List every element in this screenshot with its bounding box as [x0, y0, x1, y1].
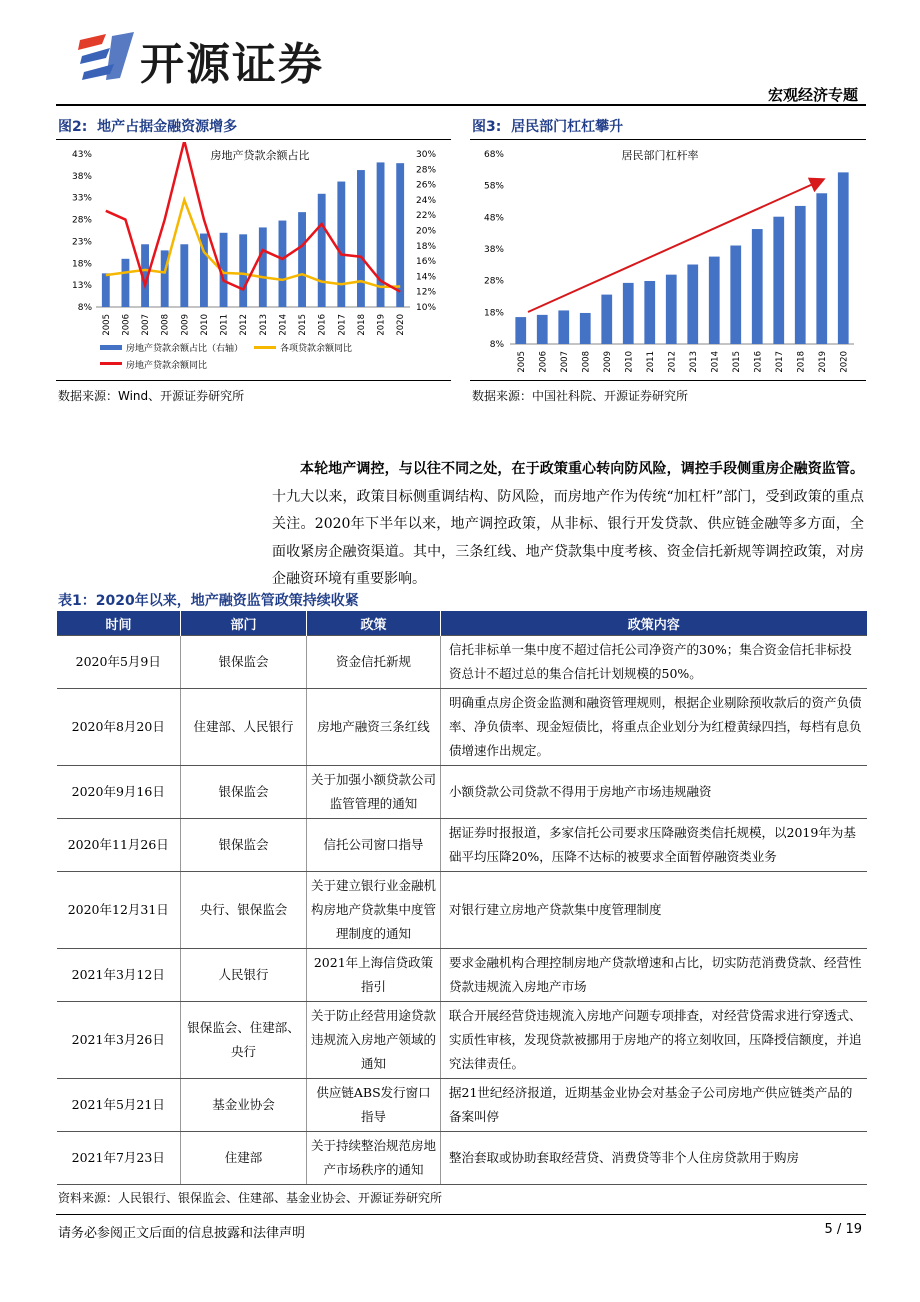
cell-content: 信托非标单一集中度不超过信托公司净资产的30%；集合资金信托非标投资总计不超过总的集合信托计划规模的50%。	[441, 636, 867, 689]
chart1-bar	[279, 221, 287, 307]
left-axis-tick: 43%	[71, 150, 92, 160]
figure-3-source: 数据来源：中国社科院、开源证券研究所	[472, 389, 689, 403]
chart2-title: 居民部门杠杆率	[621, 149, 699, 162]
cell-time: 2021年3月12日	[57, 949, 181, 1002]
table-caption: 表1：2020年以来，地产融资监管政策持续收紧	[58, 593, 359, 609]
chart1-bar	[259, 227, 267, 307]
header-time: 时间	[57, 611, 181, 636]
cell-department: 基金业协会	[181, 1079, 307, 1132]
cell-time: 2020年11月26日	[57, 819, 181, 872]
chart2-y-tick: 8%	[489, 340, 504, 350]
chart2-x-tick: 2018	[796, 351, 807, 373]
cell-content: 据21世纪经济报道，近期基金业协会对基金子公司房地产供应链类产品的备案叫停	[441, 1079, 867, 1132]
cell-policy: 关于防止经营用途贷款违规流入房地产领域的通知	[307, 1002, 441, 1079]
chart2-bar	[515, 317, 526, 344]
cell-content: 小额贷款公司贷款不得用于房地产市场违规融资	[441, 766, 867, 819]
chart2-x-tick: 2009	[602, 351, 613, 373]
right-axis-tick: 14%	[416, 272, 437, 283]
left-axis-tick: 28%	[71, 215, 92, 226]
chart1-x-tick: 2012	[239, 314, 250, 336]
table-row	[57, 819, 867, 872]
cell-policy: 关于建立银行业金融机构房地产贷款集中度管理制度的通知	[307, 872, 441, 949]
left-axis-tick: 23%	[71, 237, 92, 248]
cell-content: 要求金融机构合理控制房地产贷款增速和占比，切实防范消费贷款、经营性贷款违规流入房地产市场	[441, 949, 867, 1002]
legend-yellow-label: 各项贷款余额同比	[280, 344, 353, 354]
chart1-bar	[298, 212, 306, 307]
cell-policy: 关于加强小额贷款公司监管管理的通知	[307, 766, 441, 819]
chart2-bar	[537, 315, 548, 344]
footer-disclaimer: 请务必参阅正文后面的信息披露和法律声明	[58, 1226, 306, 1241]
left-axis-tick: 8%	[77, 303, 92, 313]
chart2-x-tick: 2012	[667, 351, 678, 373]
chart2-x-tick: 2011	[645, 351, 656, 373]
header-department: 部门	[181, 611, 307, 636]
chart2-x-tick: 2005	[516, 351, 527, 373]
chart2-x-tick: 2006	[538, 351, 549, 373]
table-source: 资料来源：人民银行、银保监会、住建部、基金业协会、开源证券研究所	[58, 1191, 443, 1205]
chart2-y-tick: 58%	[483, 181, 504, 192]
household-leverage-chart	[470, 142, 866, 378]
cell-time: 2020年12月31日	[57, 872, 181, 949]
table-header-row	[57, 611, 867, 636]
cell-department: 银保监会	[181, 636, 307, 689]
cell-content: 联合开展经营贷违规流入房地产问题专项排查，对经营贷需求进行穿透式、实质性审核，发现贷款被挪用于房地产的将立刻收回，压降授信额度，并追究法律责任。	[441, 1002, 867, 1079]
left-axis-tick: 38%	[71, 171, 92, 182]
company-name: 开源证券	[140, 39, 324, 90]
cell-department: 央行、银保监会	[181, 872, 307, 949]
paragraph-body: 十九大以来，政策目标侧重调结构、防风险，而房地产作为传统“加杠杆”部门，受到政策的重点关注。2020年下半年以来，地产调控政策，从非标、银行开发贷款、供应链金融等多方面，全面收紧房企融资渠道。其中，三条红线、地产贷款集中度考核、资金信托新规等调控政策，对房企融资环境有重要影响。	[272, 488, 864, 587]
policy-table	[56, 611, 867, 1185]
cell-time: 2021年7月23日	[57, 1132, 181, 1185]
chart2-bar	[752, 229, 763, 344]
cell-department: 住建部、人民银行	[181, 689, 307, 766]
chart2-y-tick: 18%	[483, 308, 504, 319]
table-row	[57, 689, 867, 766]
footer-rule	[56, 1214, 866, 1215]
legend-bar-swatch	[100, 345, 122, 350]
cell-time: 2020年5月9日	[57, 636, 181, 689]
chart2-x-tick: 2020	[839, 351, 850, 373]
cell-content: 据证券时报报道，多家信托公司要求压降融资类信托规模，以2019年为基础平均压降20%，压降不达标的被要求全面暂停融资类业务	[441, 819, 867, 872]
chart1-x-tick: 2009	[180, 314, 191, 336]
chart2-bar	[709, 257, 720, 344]
cell-policy: 房地产融资三条红线	[307, 689, 441, 766]
chart1-bar	[180, 244, 188, 307]
chart1-x-tick: 2017	[337, 314, 348, 336]
right-axis-tick: 12%	[416, 287, 437, 298]
body-paragraph	[272, 456, 864, 594]
chart2-bar	[816, 193, 827, 344]
chart2-x-tick: 2008	[581, 351, 592, 373]
header-rule	[56, 104, 866, 106]
paragraph-lead: 本轮地产调控，与以往不同之处，在于政策重心转向防风险，调控手段侧重房企融资监管。	[300, 461, 864, 477]
chart1-title: 房地产贷款余额占比	[210, 149, 310, 162]
chart2-y-tick: 28%	[483, 276, 504, 287]
figure-2-bottom-rule	[56, 380, 451, 381]
chart2-bar	[558, 310, 569, 344]
table-row	[57, 1132, 867, 1185]
chart1-x-tick: 2005	[101, 314, 112, 336]
chart2-bar	[795, 206, 806, 344]
cell-content: 整治套取或协助套取经营贷、消费贷等非个人住房贷款用于购房	[441, 1132, 867, 1185]
chart2-bar	[580, 313, 591, 344]
chart2-bar	[773, 217, 784, 344]
left-axis-tick: 33%	[71, 193, 92, 204]
chart1-bar	[357, 170, 365, 307]
cell-time: 2020年9月16日	[57, 766, 181, 819]
legend-red-swatch	[100, 362, 122, 365]
chart1-bar	[102, 273, 110, 307]
cell-content: 明确重点房企资金监测和融资管理规则，根据企业剔除预收款后的资产负债率、净负债率、现金短债比，将重点企业划分为红橙黄绿四挡，每档有息负债增速作出规定。	[441, 689, 867, 766]
right-axis-tick: 10%	[416, 303, 437, 313]
figure-2-top-rule	[56, 139, 451, 140]
chart2-x-tick: 2017	[774, 351, 785, 373]
header-content: 政策内容	[441, 611, 867, 636]
cell-time: 2020年8月20日	[57, 689, 181, 766]
chart1-bar	[337, 182, 345, 307]
chart1-x-tick: 2015	[298, 314, 309, 336]
chart1-x-tick: 2018	[356, 314, 367, 336]
legend-yellow-swatch	[254, 346, 276, 349]
chart1-bar	[122, 259, 130, 307]
chart1-x-tick: 2008	[160, 314, 171, 336]
table-row	[57, 766, 867, 819]
chart2-bar	[730, 246, 741, 344]
right-axis-tick: 20%	[416, 226, 437, 237]
chart1-x-tick: 2020	[396, 314, 407, 336]
cell-content: 对银行建立房地产贷款集中度管理制度	[441, 872, 867, 949]
table-row	[57, 636, 867, 689]
chart1-x-tick: 2019	[376, 314, 387, 336]
cell-policy: 供应链ABS发行窗口指导	[307, 1079, 441, 1132]
section-label: 宏观经济专题	[767, 86, 858, 104]
right-axis-tick: 16%	[416, 257, 437, 268]
left-axis-tick: 18%	[71, 259, 92, 270]
chart1-x-tick: 2010	[199, 314, 210, 336]
left-axis-tick: 13%	[71, 281, 92, 292]
chart2-x-tick: 2007	[559, 351, 570, 373]
chart1-bar	[318, 194, 326, 307]
chart2-x-tick: 2013	[688, 351, 699, 373]
cell-time: 2021年3月26日	[57, 1002, 181, 1079]
loan-growth-line	[106, 200, 400, 287]
chart2-x-tick: 2010	[624, 351, 635, 373]
cell-policy: 信托公司窗口指导	[307, 819, 441, 872]
chart1-x-tick: 2006	[121, 314, 132, 336]
chart2-bar	[623, 283, 634, 344]
cell-policy: 2021年上海信贷政策指引	[307, 949, 441, 1002]
figure-3-bottom-rule	[470, 380, 866, 381]
cell-department: 银保监会	[181, 819, 307, 872]
figure-2-source: 数据来源：Wind、开源证券研究所	[58, 389, 245, 403]
figure-2-title: 图2: 地产占据金融资源增多	[58, 119, 238, 135]
chart2-y-tick: 48%	[483, 213, 504, 224]
legend-bar-label: 房地产贷款余额占比（右轴）	[126, 344, 244, 354]
chart1-x-tick: 2011	[219, 314, 230, 336]
chart2-bar	[601, 295, 612, 344]
table-row	[57, 949, 867, 1002]
chart2-bar	[666, 275, 677, 344]
chart2-x-tick: 2019	[817, 351, 828, 373]
legend-red-label: 房地产贷款余额同比	[126, 361, 208, 371]
real-estate-loan-growth-line	[106, 142, 400, 292]
cell-policy: 关于持续整治规范房地产市场秩序的通知	[307, 1132, 441, 1185]
chart2-bar	[644, 281, 655, 344]
right-axis-tick: 30%	[416, 150, 437, 160]
chart2-x-tick: 2014	[710, 351, 721, 373]
chart1-bar	[239, 234, 247, 307]
chart2-bar	[687, 265, 698, 344]
right-axis-tick: 26%	[416, 180, 437, 191]
cell-department: 住建部	[181, 1132, 307, 1185]
chart1-x-tick: 2016	[317, 314, 328, 336]
figure-3-title: 图3: 居民部门杠杠攀升	[472, 119, 624, 135]
cell-time: 2021年5月21日	[57, 1079, 181, 1132]
chart1-x-tick: 2007	[141, 314, 152, 336]
header-policy: 政策	[307, 611, 441, 636]
table-row	[57, 1079, 867, 1132]
real-estate-loan-chart	[56, 142, 452, 378]
right-axis-tick: 22%	[416, 211, 437, 222]
chart2-y-tick: 38%	[483, 245, 504, 255]
cell-policy: 资金信托新规	[307, 636, 441, 689]
figure-3-top-rule	[470, 139, 866, 140]
chart2-x-tick: 2015	[731, 351, 742, 373]
chart2-y-tick: 68%	[483, 150, 504, 160]
chart1-x-tick: 2013	[258, 314, 269, 336]
cell-department: 人民银行	[181, 949, 307, 1002]
right-axis-tick: 24%	[416, 195, 437, 206]
table-row	[57, 1002, 867, 1079]
chart1-x-tick: 2014	[278, 314, 289, 336]
table-row	[57, 872, 867, 949]
right-axis-tick: 28%	[416, 165, 437, 176]
page-number: 5 / 19	[824, 1222, 862, 1237]
chart2-x-tick: 2016	[753, 351, 764, 373]
cell-department: 银保监会、住建部、央行	[181, 1002, 307, 1079]
right-axis-tick: 18%	[416, 241, 437, 252]
chart2-bar	[838, 172, 849, 344]
cell-department: 银保监会	[181, 766, 307, 819]
company-logo-icon	[76, 30, 138, 82]
